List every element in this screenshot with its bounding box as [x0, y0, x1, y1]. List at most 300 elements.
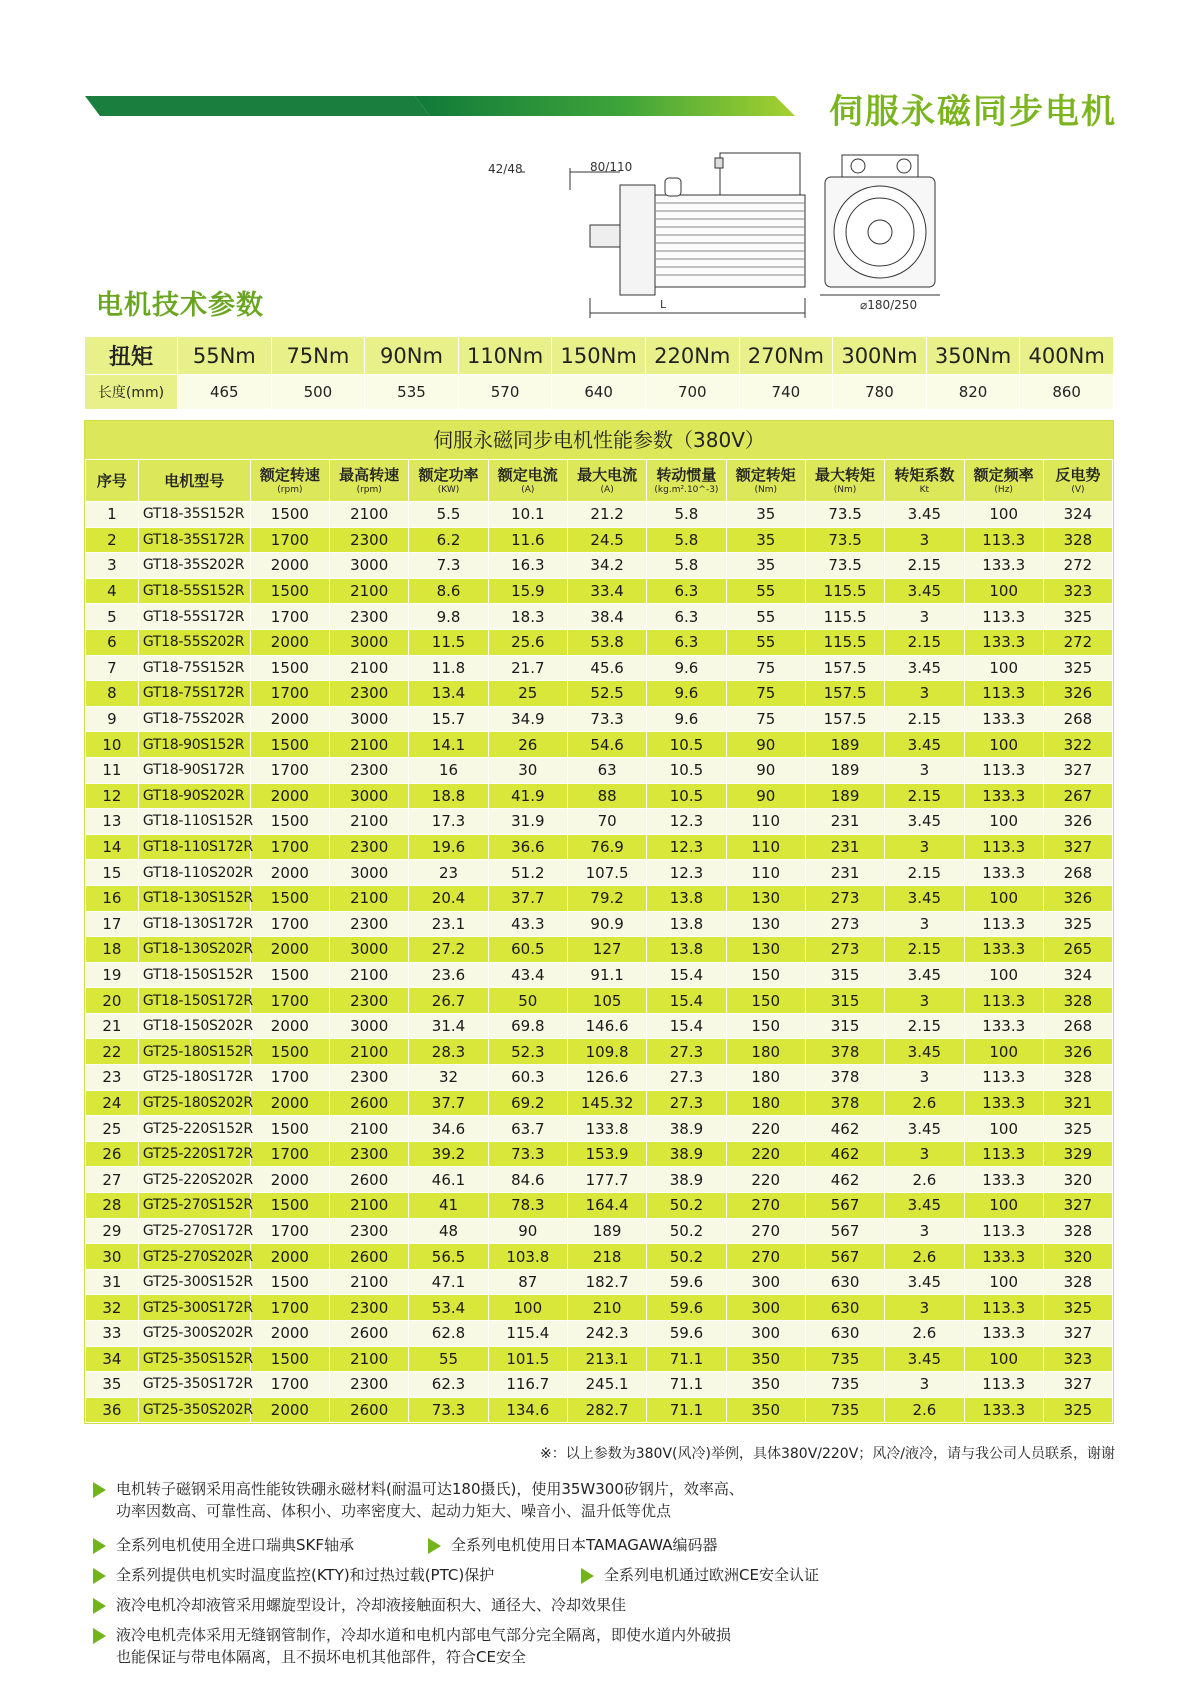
header-col-inertia	[647, 460, 726, 502]
cell-rated-power: 20.4	[409, 885, 488, 911]
cell-rated-power: 47.1	[409, 1269, 488, 1295]
cell-index: 14	[86, 834, 139, 860]
cell-max-speed: 3000	[330, 706, 409, 732]
cell-rated-freq: 100	[964, 885, 1043, 911]
cell-model: GT18-90S172R	[138, 757, 250, 783]
cell-max-torque: 462	[805, 1167, 884, 1193]
cell-model: GT18-150S152R	[138, 962, 250, 988]
cell-max-torque: 273	[805, 911, 884, 937]
cell-model: GT18-55S172R	[138, 604, 250, 630]
cell-model: GT18-35S172R	[138, 527, 250, 553]
cell-rated-freq: 100	[964, 578, 1043, 604]
table-row	[86, 1295, 1113, 1321]
cell-max-speed: 2100	[330, 809, 409, 835]
cell-rated-torque: 110	[726, 809, 805, 835]
cell-rated-current: 25.6	[488, 629, 567, 655]
arrow-icon	[581, 1568, 594, 1584]
cell-rated-speed: 1500	[250, 1193, 329, 1219]
cell-rated-freq: 100	[964, 502, 1043, 528]
header-label: 额定转速	[259, 465, 320, 484]
cell-rated-freq: 113.3	[964, 1372, 1043, 1398]
cell-rated-speed: 1700	[250, 988, 329, 1014]
cell-max-torque: 735	[805, 1397, 884, 1423]
cell-inertia: 12.3	[647, 809, 726, 835]
perf-table-title: 伺服永磁同步电机性能参数（380V）	[85, 421, 1113, 459]
cell-rated-power: 31.4	[409, 1013, 488, 1039]
cell-torque-coeff: 3	[885, 834, 964, 860]
torque-label: 扭矩	[85, 337, 178, 375]
cell-model: GT18-130S172R	[138, 911, 250, 937]
cell-rated-power: 7.3	[409, 553, 488, 579]
cell-rated-torque: 35	[726, 527, 805, 553]
motor-drawing	[520, 150, 1020, 325]
cell-inertia: 13.8	[647, 911, 726, 937]
cell-index: 24	[86, 1090, 139, 1116]
cell-rated-power: 23.1	[409, 911, 488, 937]
cell-torque-coeff: 3.45	[885, 1039, 964, 1065]
cell-max-speed: 3000	[330, 629, 409, 655]
cell-index: 3	[86, 553, 139, 579]
cell-max-speed: 2300	[330, 1372, 409, 1398]
cell-rated-speed: 2000	[250, 1013, 329, 1039]
cell-max-current: 33.4	[567, 578, 646, 604]
cell-max-torque: 157.5	[805, 655, 884, 681]
cell-max-current: 109.8	[567, 1039, 646, 1065]
cell-torque-coeff: 2.6	[885, 1090, 964, 1116]
cell-max-current: 21.2	[567, 502, 646, 528]
cell-model: GT18-75S152R	[138, 655, 250, 681]
cell-rated-power: 11.8	[409, 655, 488, 681]
cell-rated-torque: 350	[726, 1372, 805, 1398]
cell-max-speed: 2300	[330, 1141, 409, 1167]
table-row	[86, 1218, 1113, 1244]
header-col-rated-power	[409, 460, 488, 502]
cell-max-torque: 315	[805, 988, 884, 1014]
cell-back-emf: 328	[1043, 527, 1112, 553]
cell-max-speed: 2100	[330, 578, 409, 604]
cell-back-emf: 324	[1043, 502, 1112, 528]
cell-index: 2	[86, 527, 139, 553]
cell-max-current: 107.5	[567, 860, 646, 886]
cell-torque-coeff: 2.6	[885, 1397, 964, 1423]
cell-model: GT25-350S172R	[138, 1372, 250, 1398]
cell-rated-power: 37.7	[409, 1090, 488, 1116]
cell-rated-speed: 1500	[250, 732, 329, 758]
cell-max-torque: 273	[805, 885, 884, 911]
cell-rated-power: 18.8	[409, 783, 488, 809]
cell-torque-coeff: 3.45	[885, 578, 964, 604]
cell-max-speed: 2100	[330, 502, 409, 528]
cell-torque-coeff: 3	[885, 527, 964, 553]
cell-back-emf: 268	[1043, 1013, 1112, 1039]
cell-model: GT18-90S202R	[138, 783, 250, 809]
cell-max-torque: 273	[805, 937, 884, 963]
header-col-torque-coeff	[885, 460, 964, 502]
cell-rated-power: 26.7	[409, 988, 488, 1014]
cell-rated-torque: 75	[726, 681, 805, 707]
table-row	[86, 1167, 1113, 1193]
cell-max-speed: 3000	[330, 553, 409, 579]
cell-torque-coeff: 3.45	[885, 1116, 964, 1142]
footnote: ※：以上参数为380V(风冷)举例，具体380V/220V；风冷/液冷，请与我公司人员联系，谢谢	[540, 1446, 1115, 1462]
cell-model: GT18-55S152R	[138, 578, 250, 604]
header-col-max-torque	[805, 460, 884, 502]
cell-rated-torque: 130	[726, 937, 805, 963]
torque-value: 270Nm	[739, 337, 833, 375]
cell-rated-power: 16	[409, 757, 488, 783]
cell-rated-speed: 1500	[250, 1116, 329, 1142]
cell-max-speed: 2300	[330, 757, 409, 783]
cell-rated-speed: 1700	[250, 604, 329, 630]
cell-max-speed: 2300	[330, 834, 409, 860]
arrow-icon	[93, 1482, 106, 1498]
cell-max-speed: 2100	[330, 1116, 409, 1142]
cell-inertia: 10.5	[647, 783, 726, 809]
cell-back-emf: 321	[1043, 1090, 1112, 1116]
cell-max-torque: 231	[805, 809, 884, 835]
length-value: 640	[552, 375, 646, 410]
table-row	[86, 732, 1113, 758]
cell-model: GT25-270S152R	[138, 1193, 250, 1219]
dim-flange-label: 80/110	[590, 160, 633, 174]
cell-index: 35	[86, 1372, 139, 1398]
cell-index: 22	[86, 1039, 139, 1065]
cell-max-torque: 630	[805, 1269, 884, 1295]
cell-rated-current: 50	[488, 988, 567, 1014]
cell-rated-current: 52.3	[488, 1039, 567, 1065]
feature-text: 全系列电机使用全进口瑞典SKF轴承	[116, 1536, 354, 1554]
cell-rated-torque: 270	[726, 1193, 805, 1219]
cell-torque-coeff: 3.45	[885, 1346, 964, 1372]
cell-back-emf: 325	[1043, 604, 1112, 630]
cell-inertia: 5.8	[647, 553, 726, 579]
table-row	[86, 1141, 1113, 1167]
cell-max-torque: 115.5	[805, 578, 884, 604]
cell-max-speed: 2100	[330, 732, 409, 758]
cell-max-current: 127	[567, 937, 646, 963]
cell-rated-torque: 90	[726, 783, 805, 809]
feature-text: 全系列提供电机实时温度监控(KTY)和过热过载(PTC)保护	[116, 1566, 495, 1584]
cell-back-emf: 268	[1043, 706, 1112, 732]
cell-max-speed: 2100	[330, 1039, 409, 1065]
torque-table	[84, 336, 1114, 410]
cell-back-emf: 327	[1043, 757, 1112, 783]
cell-rated-speed: 1700	[250, 527, 329, 553]
cell-rated-current: 30	[488, 757, 567, 783]
cell-max-torque: 115.5	[805, 604, 884, 630]
cell-rated-torque: 130	[726, 885, 805, 911]
cell-rated-freq: 113.3	[964, 681, 1043, 707]
cell-torque-coeff: 3.45	[885, 962, 964, 988]
cell-back-emf: 328	[1043, 1218, 1112, 1244]
torque-value: 110Nm	[458, 337, 552, 375]
cell-model: GT18-35S152R	[138, 502, 250, 528]
cell-rated-freq: 133.3	[964, 783, 1043, 809]
cell-torque-coeff: 3	[885, 604, 964, 630]
header-unit: (V)	[1071, 484, 1085, 495]
cell-rated-current: 10.1	[488, 502, 567, 528]
cell-back-emf: 272	[1043, 629, 1112, 655]
length-row	[85, 375, 1114, 410]
header-col-max-current	[567, 460, 646, 502]
cell-inertia: 27.3	[647, 1039, 726, 1065]
cell-rated-power: 55	[409, 1346, 488, 1372]
cell-inertia: 38.9	[647, 1167, 726, 1193]
cell-index: 15	[86, 860, 139, 886]
dim-shaft-label: 42/48	[488, 162, 523, 176]
cell-index: 9	[86, 706, 139, 732]
cell-torque-coeff: 3.45	[885, 502, 964, 528]
cell-index: 31	[86, 1269, 139, 1295]
cell-rated-current: 90	[488, 1218, 567, 1244]
cell-rated-speed: 2000	[250, 629, 329, 655]
cell-index: 20	[86, 988, 139, 1014]
cell-inertia: 50.2	[647, 1244, 726, 1270]
cell-max-current: 53.8	[567, 629, 646, 655]
cell-rated-torque: 180	[726, 1065, 805, 1091]
cell-max-torque: 462	[805, 1141, 884, 1167]
cell-rated-torque: 90	[726, 757, 805, 783]
cell-inertia: 15.4	[647, 962, 726, 988]
cell-model: GT25-220S152R	[138, 1116, 250, 1142]
arrow-icon	[93, 1568, 106, 1584]
table-row	[86, 681, 1113, 707]
cell-rated-current: 26	[488, 732, 567, 758]
cell-max-speed: 2300	[330, 681, 409, 707]
cell-rated-power: 9.8	[409, 604, 488, 630]
cell-rated-current: 11.6	[488, 527, 567, 553]
cell-rated-torque: 300	[726, 1321, 805, 1347]
cell-max-current: 52.5	[567, 681, 646, 707]
cell-max-torque: 378	[805, 1090, 884, 1116]
cell-index: 16	[86, 885, 139, 911]
cell-inertia: 27.3	[647, 1065, 726, 1091]
cell-inertia: 6.3	[647, 604, 726, 630]
cell-rated-speed: 1700	[250, 911, 329, 937]
cell-torque-coeff: 2.15	[885, 937, 964, 963]
cell-max-speed: 2100	[330, 962, 409, 988]
feature-item	[93, 1478, 1093, 1522]
cell-max-current: 153.9	[567, 1141, 646, 1167]
cell-max-current: 79.2	[567, 885, 646, 911]
feature-text: 液冷电机壳体采用无缝钢管制作，冷却水道和电机内部电气部分完全隔离，即使水道内外破损 也能保证与带电体隔离，且不损坏电机其他部件，符合CE安全	[116, 1626, 732, 1666]
cell-inertia: 12.3	[647, 860, 726, 886]
cell-rated-current: 37.7	[488, 885, 567, 911]
feature-text: 电机转子磁钢采用高性能钕铁硼永磁材料(耐温可达180摄氏)，使用35W300矽钢片，效率高、 功率因数高、可靠性高、体积小、功率密度大、起动力矩大、噪音小、温升低等优点	[116, 1480, 744, 1520]
table-row	[86, 578, 1113, 604]
cell-rated-torque: 110	[726, 834, 805, 860]
cell-rated-current: 84.6	[488, 1167, 567, 1193]
arrow-icon	[428, 1538, 441, 1554]
cell-index: 10	[86, 732, 139, 758]
header-label: 额定频率	[973, 465, 1034, 484]
cell-index: 28	[86, 1193, 139, 1219]
cell-inertia: 71.1	[647, 1346, 726, 1372]
cell-rated-current: 60.5	[488, 937, 567, 963]
cell-rated-torque: 150	[726, 988, 805, 1014]
cell-max-torque: 231	[805, 860, 884, 886]
perf-table-container	[84, 420, 1114, 1424]
cell-max-torque: 315	[805, 1013, 884, 1039]
dim-diameter-label: ⌀180/250	[860, 298, 918, 312]
cell-rated-torque: 35	[726, 553, 805, 579]
header-col-index	[86, 460, 139, 502]
cell-index: 12	[86, 783, 139, 809]
cell-rated-speed: 2000	[250, 1321, 329, 1347]
header-col-rated-current	[488, 460, 567, 502]
cell-rated-torque: 90	[726, 732, 805, 758]
header-label: 额定电流	[497, 465, 558, 484]
cell-rated-speed: 1500	[250, 809, 329, 835]
cell-rated-freq: 133.3	[964, 1013, 1043, 1039]
cell-torque-coeff: 2.15	[885, 1013, 964, 1039]
cell-rated-speed: 1700	[250, 1218, 329, 1244]
cell-max-current: 105	[567, 988, 646, 1014]
table-row	[86, 860, 1113, 886]
cell-max-torque: 735	[805, 1372, 884, 1398]
cell-index: 6	[86, 629, 139, 655]
cell-max-speed: 3000	[330, 783, 409, 809]
cell-rated-current: 16.3	[488, 553, 567, 579]
cell-rated-current: 87	[488, 1269, 567, 1295]
cell-model: GT25-220S172R	[138, 1141, 250, 1167]
cell-torque-coeff: 2.6	[885, 1244, 964, 1270]
cell-inertia: 9.6	[647, 706, 726, 732]
cell-rated-power: 62.8	[409, 1321, 488, 1347]
table-row	[86, 885, 1113, 911]
cell-rated-current: 15.9	[488, 578, 567, 604]
cell-max-speed: 2600	[330, 1244, 409, 1270]
cell-torque-coeff: 2.15	[885, 860, 964, 886]
arrow-icon	[93, 1598, 106, 1614]
cell-index: 18	[86, 937, 139, 963]
torque-value: 150Nm	[552, 337, 646, 375]
header-label: 最大转矩	[815, 465, 876, 484]
cell-rated-current: 21.7	[488, 655, 567, 681]
cell-max-current: 126.6	[567, 1065, 646, 1091]
cell-inertia: 6.3	[647, 578, 726, 604]
header-label: 额定转矩	[735, 465, 796, 484]
feature-item	[93, 1564, 573, 1586]
cell-index: 1	[86, 502, 139, 528]
cell-max-current: 177.7	[567, 1167, 646, 1193]
cell-max-current: 242.3	[567, 1321, 646, 1347]
header-label: 序号	[96, 471, 127, 490]
cell-max-speed: 2100	[330, 655, 409, 681]
cell-back-emf: 268	[1043, 860, 1112, 886]
cell-back-emf: 325	[1043, 1116, 1112, 1142]
section-title: 电机技术参数	[96, 290, 264, 321]
table-row	[86, 988, 1113, 1014]
cell-rated-current: 100	[488, 1295, 567, 1321]
cell-rated-speed: 1500	[250, 1346, 329, 1372]
cell-max-current: 146.6	[567, 1013, 646, 1039]
cell-rated-current: 115.4	[488, 1321, 567, 1347]
cell-inertia: 50.2	[647, 1218, 726, 1244]
cell-rated-speed: 1500	[250, 578, 329, 604]
header-label: 最大电流	[577, 465, 638, 484]
cell-model: GT18-35S202R	[138, 553, 250, 579]
cell-rated-current: 78.3	[488, 1193, 567, 1219]
table-row	[86, 757, 1113, 783]
feature-text: 全系列电机通过欧洲CE安全认证	[604, 1566, 819, 1584]
cell-rated-freq: 113.3	[964, 911, 1043, 937]
table-row	[86, 527, 1113, 553]
cell-max-speed: 3000	[330, 860, 409, 886]
cell-rated-power: 41	[409, 1193, 488, 1219]
cell-rated-torque: 150	[726, 962, 805, 988]
feature-item	[93, 1594, 1093, 1616]
cell-max-torque: 630	[805, 1295, 884, 1321]
cell-rated-power: 23	[409, 860, 488, 886]
cell-rated-power: 27.2	[409, 937, 488, 963]
cell-rated-torque: 180	[726, 1039, 805, 1065]
cell-max-torque: 567	[805, 1244, 884, 1270]
cell-back-emf: 324	[1043, 962, 1112, 988]
cell-rated-freq: 133.3	[964, 860, 1043, 886]
cell-rated-power: 13.4	[409, 681, 488, 707]
cell-rated-freq: 133.3	[964, 937, 1043, 963]
cell-back-emf: 322	[1043, 732, 1112, 758]
cell-rated-current: 18.3	[488, 604, 567, 630]
cell-torque-coeff: 3	[885, 1218, 964, 1244]
cell-rated-speed: 2000	[250, 553, 329, 579]
table-row	[86, 1039, 1113, 1065]
cell-inertia: 50.2	[647, 1193, 726, 1219]
cell-rated-freq: 113.3	[964, 1065, 1043, 1091]
table-row	[86, 1013, 1113, 1039]
cell-inertia: 10.5	[647, 757, 726, 783]
cell-max-current: 189	[567, 1218, 646, 1244]
cell-rated-freq: 113.3	[964, 757, 1043, 783]
cell-rated-freq: 133.3	[964, 1167, 1043, 1193]
cell-rated-torque: 75	[726, 706, 805, 732]
cell-max-torque: 378	[805, 1039, 884, 1065]
cell-max-current: 210	[567, 1295, 646, 1321]
cell-max-speed: 2600	[330, 1090, 409, 1116]
cell-inertia: 10.5	[647, 732, 726, 758]
cell-rated-current: 34.9	[488, 706, 567, 732]
cell-max-current: 54.6	[567, 732, 646, 758]
cell-model: GT18-130S152R	[138, 885, 250, 911]
torque-value: 75Nm	[271, 337, 365, 375]
cell-model: GT25-220S202R	[138, 1167, 250, 1193]
cell-inertia: 12.3	[647, 834, 726, 860]
cell-max-current: 218	[567, 1244, 646, 1270]
table-row	[86, 911, 1113, 937]
cell-inertia: 13.8	[647, 885, 726, 911]
cell-rated-freq: 133.3	[964, 706, 1043, 732]
feature-item	[428, 1534, 828, 1556]
torque-value: 55Nm	[178, 337, 272, 375]
arrow-icon	[93, 1538, 106, 1554]
header-col-rated-freq	[964, 460, 1043, 502]
cell-model: GT25-300S202R	[138, 1321, 250, 1347]
feature-text: 全系列电机使用日本TAMAGAWA编码器	[451, 1536, 718, 1554]
cell-rated-speed: 2000	[250, 937, 329, 963]
cell-rated-freq: 100	[964, 962, 1043, 988]
cell-torque-coeff: 3.45	[885, 655, 964, 681]
cell-max-current: 24.5	[567, 527, 646, 553]
cell-rated-power: 28.3	[409, 1039, 488, 1065]
feature-item	[581, 1564, 981, 1586]
cell-rated-power: 53.4	[409, 1295, 488, 1321]
cell-rated-power: 8.6	[409, 578, 488, 604]
cell-rated-current: 43.4	[488, 962, 567, 988]
perf-body	[86, 502, 1113, 1423]
dim-length-label: L	[660, 298, 667, 311]
cell-model: GT25-350S202R	[138, 1397, 250, 1423]
